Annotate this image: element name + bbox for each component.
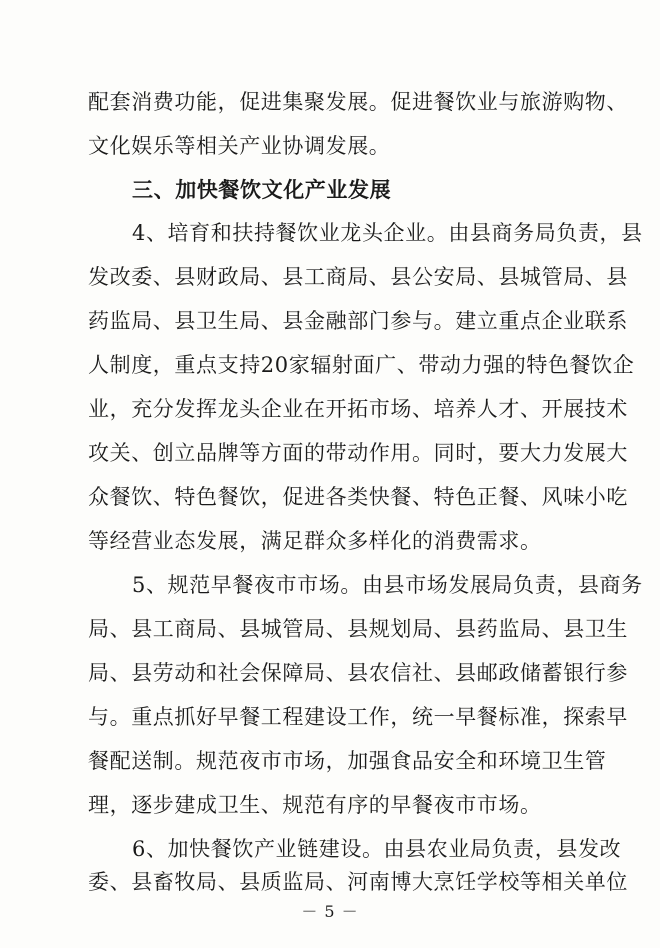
body-line-1: 配套消费功能，促进集聚发展。促进餐饮业与旅游购物、 [88,90,628,114]
item-5-line-1: 5、规范早餐夜市市场。由县市场发展局负责，县商务 [132,573,643,597]
item-5-line-4: 与。重点抓好早餐工程建设工作，统一早餐标准，探索早 [88,705,628,729]
item-5-line-6: 理，逐步建成卫生、规范有序的早餐夜市市场。 [88,793,542,817]
item-4-line-2: 发改委、县财政局、县工商局、县公安局、县城管局、县 [88,265,628,289]
item-5-line-5: 餐配送制。规范夜市市场，加强食品安全和环境卫生管 [88,749,607,773]
item-6-line-2: 委、县畜牧局、县质监局、河南博大烹饪学校等相关单位 [88,870,628,894]
page-number: － 5 － [301,902,359,921]
item-5-line-3: 局、县劳动和社会保障局、县农信社、县邮政储蓄银行参 [88,661,628,685]
item-4-line-7: 众餐饮、特色餐饮，促进各类快餐、特色正餐、风味小吃 [88,485,628,509]
item-6-line-1: 6、加快餐饮产业链建设。由县农业局负责，县发改 [132,837,622,861]
item-4-line-8: 等经营业态发展，满足群众多样化的消费需求。 [88,529,542,553]
item-4-line-1: 4、培育和扶持餐饮业龙头企业。由县商务局负责，县 [132,221,643,245]
item-4-line-4: 人制度，重点支持20家辐射面广、带动力强的特色餐饮企 [88,353,635,377]
item-5-line-2: 局、县工商局、县城管局、县规划局、县药监局、县卫生 [88,617,628,641]
item-4-line-3: 药监局、县卫生局、县金融部门参与。建立重点企业联系 [88,309,628,333]
item-4-line-5: 业，充分发挥龙头企业在开拓市场、培养人才、开展技术 [88,397,628,421]
item-4-line-6: 攻关、创立品牌等方面的带动作用。同时，要大力发展大 [88,441,628,465]
body-line-2: 文化娱乐等相关产业协调发展。 [88,134,391,158]
section-heading: 三、加快餐饮文化产业发展 [132,178,392,202]
